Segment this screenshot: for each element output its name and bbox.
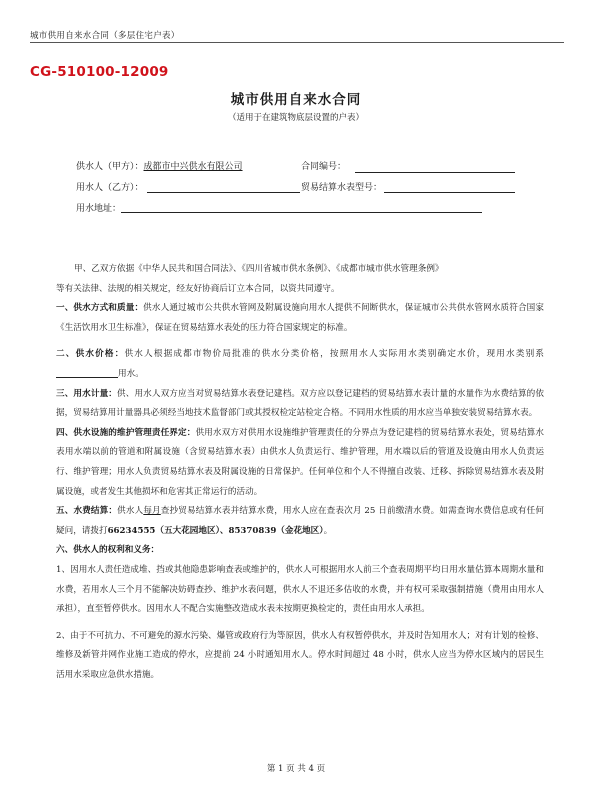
clause-5-text-a: 供水人 (117, 506, 144, 517)
page-header: 城市供用自来水合同（多层住宅户表） (30, 31, 180, 41)
supplier-field (76, 159, 243, 172)
clause-1 (56, 299, 544, 338)
clause-2-text-b: 用水。 (118, 368, 144, 379)
clause-5 (56, 502, 544, 541)
meter-type-blank[interactable] (384, 192, 515, 193)
clause-3-title: 三、用水计量： (56, 388, 118, 399)
clause-6-item-2: 2、由于不可抗力、不可避免的源水污染、爆管或政府行为等原因，供水人有权暂停供水，并及时告知用水人；对有计划的检修、维修及新管并网作业施工造成的停水，应提前 24 小时通知用水人。停水时间超过 48 小时，供水人应当为停水区域内的居民生活用水采取应急供水措施。 (56, 630, 544, 680)
contract-number-blank[interactable] (355, 172, 515, 173)
clause-2-title: 二、供水价格： (56, 349, 125, 360)
header-divider (30, 42, 564, 43)
intro-line-1: 甲、乙双方依据《中华人民共和国合同法》、《四川省城市供水条例》、《成都市城市供水管理条例》 (74, 264, 444, 274)
clause-6-title (56, 541, 544, 561)
clause-3 (56, 385, 544, 424)
page-number: 第 1 页 共 4 页 (266, 764, 326, 774)
contract-body (56, 260, 544, 685)
intro-line-2: 等有关法律、法规的相关规定，经友好协商后订立本合同，以资共同遵守。 (56, 283, 340, 294)
supplier-value: 成都市中兴供水有限公司 (143, 162, 243, 172)
clause-5-title: 五、水费结算： (56, 506, 118, 517)
clause-3-text: 供、用水人双方应当对贸易结算水表登记建档。双方应以登记建档的贸易结算水表计量的水量作为水费结算的依据，贸易结算用计量器具必须经当地技术监督部门或其授权检定站检定合格。不同用水性质的用水应当单独安装贸易结算水表。 (56, 388, 544, 419)
address-label: 用水地址： (76, 204, 122, 214)
clause-1-text: 供水人通过城市公共供水管网及附属设施向用水人提供不间断供水，保证城市公共供水管网水质符合国家《生活饮用水卫生标准》，保证在贸易结算水表处的压力符合国家规定的标准。 (56, 303, 544, 333)
user-label: 用水人（乙方）： (76, 183, 144, 193)
page-title: 城市供用自来水合同 (230, 92, 362, 108)
clause-6-item-1: 1、因用水人责任造成堆、挡或其他隐患影响查表或维护的，供水人可根据用水人前三个查表周期平均日用水量估算本周期水量和水费，若用水人三个月不能解决妨碍查抄、维护水表问题，供水人不退还多估收的水费，并有权可采取强制措施（费用由用水人承担），直至暂停供水。因用水人不配合实施整改造成水表未按期更换检定的，责任由用水人承担。 (56, 564, 544, 615)
clause-5-period: 每月 (143, 506, 161, 517)
clause-5-text-c: 查抄贸易结算水表并结算水费，用水人应在查表次月 25 日前缴清水费。如需查询水费信息或有任何疑问，请拨打 (56, 506, 544, 536)
address-blank[interactable] (121, 212, 482, 213)
clause-2 (56, 345, 544, 384)
document-code: CG-510100-12009 (30, 64, 169, 80)
clause-4 (56, 424, 544, 502)
clause-1-title: 一、供水方式和质量： (56, 303, 144, 314)
user-name-blank[interactable] (147, 192, 300, 193)
supplier-label: 供水人（甲方）： (76, 162, 144, 172)
meter-type-label: 贸易结算水表型号： (301, 183, 383, 193)
water-category-blank[interactable] (56, 367, 118, 378)
clause-4-title: 四、供水设施的维护管理责任界定： (56, 427, 196, 438)
clause-4-text: 供用水双方对供用水设施维护管理责任的分界点为登记建档的贸易结算水表处，贸易结算水表用水端以前的管道和附属设施（含贸易结算水表）由供水人负责运行、维护管理，用水端以后的管道及设施由用水人负责运行、维护管理；用水人负责贸易结算水表及附属设施的日常保护。任何单位和个人不得擅自改装、迁移、拆除贸易结算水表及附属设施，或者发生其他损坏和危害其正常运行的活动。 (56, 427, 544, 497)
clause-2-text-a: 供水人根据成都市物价局批准的供水分类价格，按照用水人实际用水类别确定水价，现用水类别系 (124, 349, 544, 360)
clause-5-phone: 66234555（五大花园地区）、85370839（金花地区） (107, 525, 324, 536)
contract-number-label: 合同编号： (301, 162, 347, 172)
page-subtitle: （适用于在建筑物底层设置的户表） (227, 113, 364, 123)
clause-6-heading: 六、供水人的权利和义务： (56, 545, 160, 556)
clause-5-text-d: 。 (323, 525, 333, 536)
